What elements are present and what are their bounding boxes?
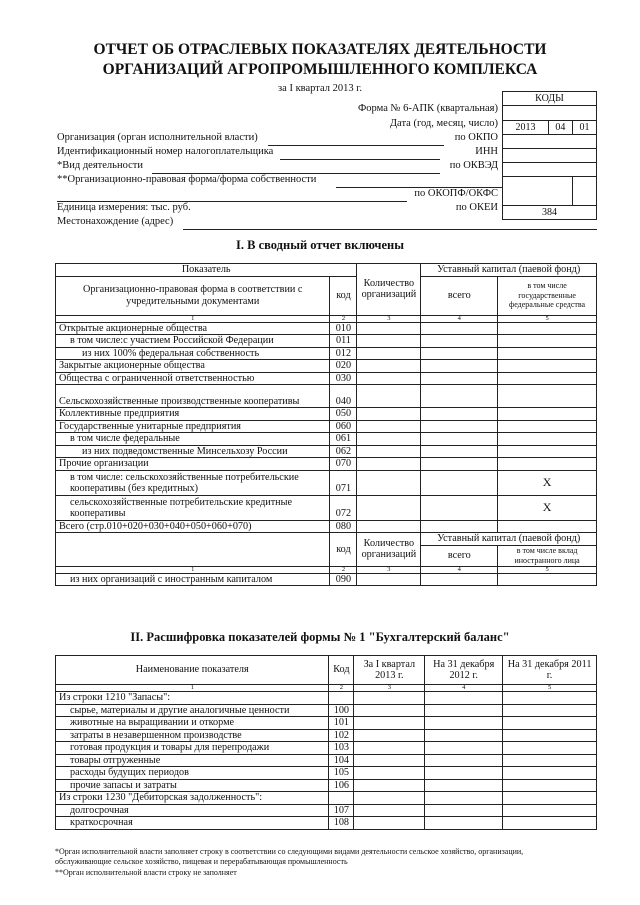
sub-col-capital: Уставный капитал (паевой фонд) [421,533,597,546]
legal-form-label: **Организационно-правовая форма/форма собственности [57,174,317,185]
row-2012-cell [425,729,503,742]
row-2012-cell [425,779,503,792]
table-row [56,754,597,767]
sub-col-code: код [330,533,357,567]
sub-header-blank [56,533,330,567]
table-row [56,347,597,360]
date-day: 01 [572,121,596,135]
footnote-1-line2: обслуживающие сельское хозяйство, пищевая и перерабатывающая промышленность [55,857,348,866]
row-code: 070 [330,458,357,471]
row-q1-cell [354,729,425,742]
row-label: Закрытые акционерные общества [56,360,330,373]
section2-title: II. Расшифровка показателей формы № 1 "Бухгалтерский баланс" [130,630,510,644]
row-q1-cell [354,704,425,717]
row-q1-cell [354,779,425,792]
report-title-line2: ОРГАНИЗАЦИЙ АГРОПРОМЫШЛЕННОГО КОМПЛЕКСА [102,61,538,78]
row-total-cell [421,420,498,433]
row-2011-cell [503,692,597,705]
col-legal-form: Организационно-правовая форма в соответствии с учредительными документами [56,276,330,315]
row-2012-cell [425,804,503,817]
report-title-line1: ОТЧЕТ ОБ ОТРАСЛЕВЫХ ПОКАЗАТЕЛЯХ ДЕЯТЕЛЬНОСТИ [93,41,547,58]
col-name: Наименование показателя [56,656,329,685]
row-count-cell [357,458,421,471]
table-row [56,573,597,586]
row-label: долгосрочная [56,804,329,817]
row-code [329,692,354,705]
table-row [56,495,597,520]
section1-title: I. В сводный отчет включены [236,238,404,252]
row-total-cell [421,445,498,458]
row-code: 060 [330,420,357,433]
table-row [56,520,597,533]
row-code: 105 [329,767,354,780]
row-state-cell [498,322,597,335]
col-capital: Уставный капитал (паевой фонд) [421,264,597,277]
row-q1-cell [354,742,425,755]
row-label: сырье, материалы и другие аналогичные ценности [56,704,329,717]
okved-label: по ОКВЭД [449,160,498,171]
row-total-cell [421,520,498,533]
table-row [56,704,597,717]
okopf-code-cell [503,177,573,206]
row-code: 071 [330,470,357,495]
row-state-cell [498,445,597,458]
row-q1-cell [354,692,425,705]
okopf-label: по ОКОПФ/ОКФС [414,188,498,199]
inn-line [280,159,440,160]
row-code: 030 [330,372,357,385]
column-numbers-2: 1 2 3 4 5 [56,566,597,573]
row-count-cell [357,385,421,408]
row-code: 050 [330,408,357,421]
column-numbers: 1 2 3 4 5 [56,315,597,322]
row-count-cell [357,445,421,458]
row-total-cell [421,322,498,335]
row-2011-cell [503,717,597,730]
row-code: 108 [329,817,354,830]
table-row [56,817,597,830]
row-label: в том числе:с участием Российской Федерации [56,335,330,348]
row-state-cell [498,347,597,360]
row-state-cell [498,372,597,385]
row-label: Коллективные предприятия [56,408,330,421]
table-row [56,767,597,780]
footnote-1-line1: *Орган исполнительной власти заполняет строку в соответствии со следующими видами деятельности сельское хозяйство, организации, [55,847,524,856]
row-label: Общества с ограниченной ответственностью [56,372,330,385]
row-label: сельскохозяйственные потребительские кредитные кооперативы [56,495,330,520]
row-q1-cell [354,717,425,730]
table-row [56,742,597,755]
row-2012-cell [425,692,503,705]
col-2011: На 31 декабря 2011 г. [503,656,597,685]
row-2012-cell [425,767,503,780]
row-code: 020 [330,360,357,373]
row-code: 061 [330,433,357,446]
form-code-cell [503,106,597,121]
col-code: код [330,276,357,315]
address-label: Местонахождение (адрес) [57,216,174,227]
row-label: прочие запасы и затраты [56,779,329,792]
col-q1: За I квартал 2013 г. [354,656,425,685]
row-code [329,792,354,805]
row-2011-cell [503,817,597,830]
row-code: 107 [329,804,354,817]
row-label: краткосрочная [56,817,329,830]
table-row [56,360,597,373]
okei-value: 384 [503,206,597,220]
activity-label: *Вид деятельности [57,160,143,171]
sub-col-total: всего [421,545,498,566]
row-count-cell [357,495,421,520]
col-state-funds: в том числе государственные федеральные средства [498,276,597,315]
row-code: 102 [329,729,354,742]
row-label: из них подведомственные Минсельхозу России [56,445,330,458]
col-indicator: Показатель [56,264,357,277]
row-code: 100 [329,704,354,717]
row-count-cell [357,420,421,433]
row-code: 072 [330,495,357,520]
row-q1-cell [354,817,425,830]
row-total-cell [421,347,498,360]
row-label: Из строки 1210 "Запасы": [56,692,329,705]
row-state-cell [498,360,597,373]
column-numbers-3: 1 2 3 4 5 [56,685,597,692]
row-q1-cell [354,792,425,805]
table-row [56,717,597,730]
date-month: 04 [548,121,572,135]
table-row [56,322,597,335]
row-code: 012 [330,347,357,360]
okfs-code-cell [572,177,596,206]
row-code: 011 [330,335,357,348]
row-code: 103 [329,742,354,755]
table-row [56,458,597,471]
row-label: в том числе: сельскохозяйственные потребительские кооперативы (без кредитных) [56,470,330,495]
row-2011-cell [503,704,597,717]
row-2012-cell [425,792,503,805]
table-row [56,804,597,817]
inn-label: Идентификационный номер налогоплательщика [57,146,274,157]
row-state-cell [498,335,597,348]
table-row [56,470,597,495]
row-label: расходы будущих периодов [56,767,329,780]
row-code: 106 [329,779,354,792]
row-state-cell [498,385,597,408]
row-count-cell [357,520,421,533]
row-state-cell: Х [498,470,597,495]
row-label: товары отгруженные [56,754,329,767]
footnote-2: **Орган исполнительной власти строку не заполняет [55,868,237,877]
table-row [56,792,597,805]
row-label: в том числе федеральные [56,433,330,446]
col-total: всего [421,276,498,315]
codes-title: КОДЫ [503,92,597,106]
table-row [56,408,597,421]
col-2012: На 31 декабря 2012 г. [425,656,503,685]
section2-table [55,655,597,830]
address-line [183,229,597,230]
table-row [56,372,597,385]
row-total-cell [421,458,498,471]
foreign-row-code: 090 [330,573,357,586]
row-state-cell: Х [498,495,597,520]
inn-code-cell [503,149,597,163]
row-label: готовая продукция и товары для перепродажи [56,742,329,755]
row-2011-cell [503,754,597,767]
row-state-cell [498,408,597,421]
row-state-cell [498,458,597,471]
table-row [56,445,597,458]
row-count-cell [357,322,421,335]
row-total-cell [421,470,498,495]
row-label: Открытые акционерные общества [56,322,330,335]
row-label: Всего (стр.010+020+030+040+050+060+070) [56,520,330,533]
row-2011-cell [503,729,597,742]
row-label: Государственные унитарные предприятия [56,420,330,433]
row-label: затраты в незавершенном производстве [56,729,329,742]
date-year: 2013 [503,121,549,135]
row-count-cell [357,470,421,495]
row-state-cell [498,420,597,433]
org-label: Организация (орган исполнительной власти) [57,132,258,143]
row-total-cell [421,433,498,446]
row-2011-cell [503,779,597,792]
col-count: Количество организаций [357,264,421,316]
okved-code-cell [503,163,597,177]
row-count-cell [357,360,421,373]
row-2012-cell [425,704,503,717]
row-count-cell [357,335,421,348]
table-row [56,692,597,705]
okpo-label: по ОКПО [454,132,498,143]
table-row [56,729,597,742]
row-label: Сельскохозяйственные производственные кооперативы [56,385,330,408]
okpo-code-cell [503,135,597,149]
row-code: 062 [330,445,357,458]
row-q1-cell [354,767,425,780]
row-count-cell [357,408,421,421]
row-code: 080 [330,520,357,533]
date-label: Дата (год, месяц, число) [389,118,498,129]
inn-code-label: ИНН [475,146,498,157]
codes-box [502,91,597,220]
row-total-cell [421,372,498,385]
row-label: Прочие организации [56,458,330,471]
row-code: 010 [330,322,357,335]
row-label: Из строки 1230 "Дебиторская задолженность": [56,792,329,805]
row-2012-cell [425,742,503,755]
row-label: животные на выращивании и откорме [56,717,329,730]
row-2012-cell [425,717,503,730]
row-total-cell [421,495,498,520]
org-line [268,145,444,146]
row-label: из них 100% федеральная собственность [56,347,330,360]
table-row [56,779,597,792]
form-name: Форма № 6-АПК (квартальная) [358,103,498,114]
table-row [56,385,597,408]
row-q1-cell [354,754,425,767]
unit-label: Единица измерения: тыс. руб. [57,202,191,213]
sub-col-count: Количество организаций [357,533,421,567]
row-2011-cell [503,792,597,805]
foreign-row-label: из них организаций с иностранным капиталом [56,573,330,586]
table-row [56,335,597,348]
row-2011-cell [503,804,597,817]
row-q1-cell [354,804,425,817]
table-row [56,433,597,446]
row-count-cell [357,347,421,360]
sub-col-foreign: в том числе вклад иностранного лица [498,545,597,566]
col-code-2: Код [329,656,354,685]
row-total-cell [421,385,498,408]
okei-label: по ОКЕИ [455,202,498,213]
report-period: за I квартал 2013 г. [278,83,362,94]
row-state-cell [498,520,597,533]
row-2012-cell [425,817,503,830]
row-state-cell [498,433,597,446]
row-code: 040 [330,385,357,408]
section1-table [55,263,597,586]
row-2011-cell [503,742,597,755]
row-total-cell [421,408,498,421]
row-2012-cell [425,754,503,767]
row-2011-cell [503,767,597,780]
row-total-cell [421,335,498,348]
row-code: 101 [329,717,354,730]
row-count-cell [357,433,421,446]
row-total-cell [421,360,498,373]
table-row [56,420,597,433]
row-count-cell [357,372,421,385]
row-code: 104 [329,754,354,767]
